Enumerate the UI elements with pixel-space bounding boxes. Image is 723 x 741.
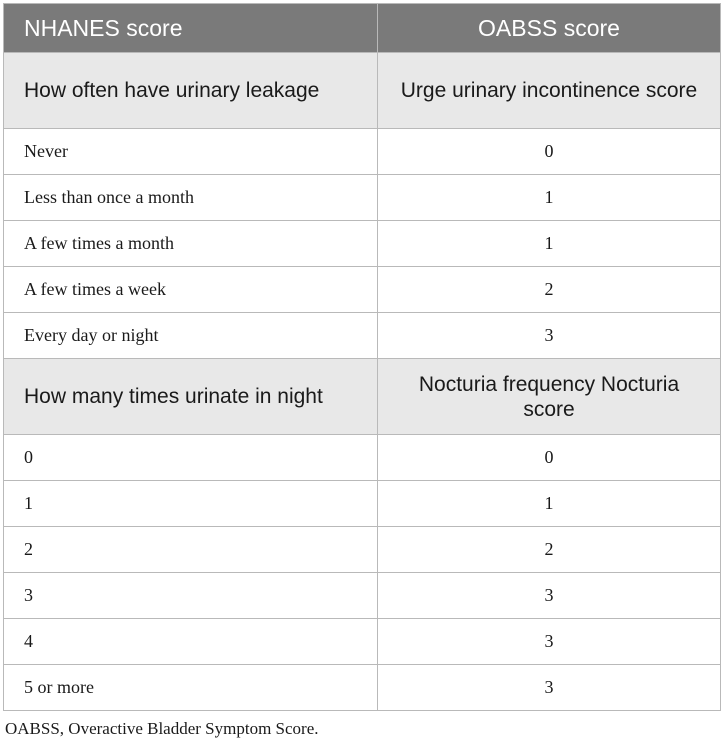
section-row-nocturia	[4, 359, 721, 435]
nhanes-cell: Less than once a month	[4, 175, 378, 221]
table-row	[4, 175, 721, 221]
header-nhanes-score: NHANES score	[4, 4, 378, 53]
nhanes-cell: 3	[4, 573, 378, 619]
nhanes-cell: 0	[4, 435, 378, 481]
nhanes-cell: A few times a week	[4, 267, 378, 313]
nhanes-cell: 5 or more	[4, 665, 378, 711]
oabss-cell: 0	[378, 435, 721, 481]
oabss-cell: 1	[378, 221, 721, 267]
nhanes-cell: Every day or night	[4, 313, 378, 359]
oabss-cell: 2	[378, 527, 721, 573]
table-row	[4, 129, 721, 175]
nhanes-cell: Never	[4, 129, 378, 175]
table-row	[4, 481, 721, 527]
table-row	[4, 267, 721, 313]
oabss-cell: 2	[378, 267, 721, 313]
oabss-cell: 0	[378, 129, 721, 175]
oabss-cell: 3	[378, 619, 721, 665]
table-row	[4, 313, 721, 359]
table-header-row	[4, 4, 721, 53]
table-row	[4, 435, 721, 481]
table-row	[4, 573, 721, 619]
table-footnote: OABSS, Overactive Bladder Symptom Score.	[5, 719, 319, 738]
header-oabss-score: OABSS score	[378, 4, 721, 53]
oabss-cell: 3	[378, 573, 721, 619]
nhanes-cell: 4	[4, 619, 378, 665]
nhanes-cell: 2	[4, 527, 378, 573]
oabss-cell: 1	[378, 481, 721, 527]
section-label-right: Urge urinary incontinence score	[378, 53, 721, 129]
table-row	[4, 665, 721, 711]
score-mapping-table	[3, 3, 721, 711]
oabss-cell: 3	[378, 313, 721, 359]
section-row-urinary-leakage	[4, 53, 721, 129]
nhanes-cell: A few times a month	[4, 221, 378, 267]
section-label-left: How many times urinate in night	[4, 359, 378, 435]
section-label-right: Nocturia frequency Nocturia score	[378, 359, 721, 435]
table-row	[4, 221, 721, 267]
oabss-cell: 1	[378, 175, 721, 221]
table-row	[4, 619, 721, 665]
nhanes-cell: 1	[4, 481, 378, 527]
oabss-cell: 3	[378, 665, 721, 711]
section-label-left: How often have urinary leakage	[4, 53, 378, 129]
table-row	[4, 527, 721, 573]
